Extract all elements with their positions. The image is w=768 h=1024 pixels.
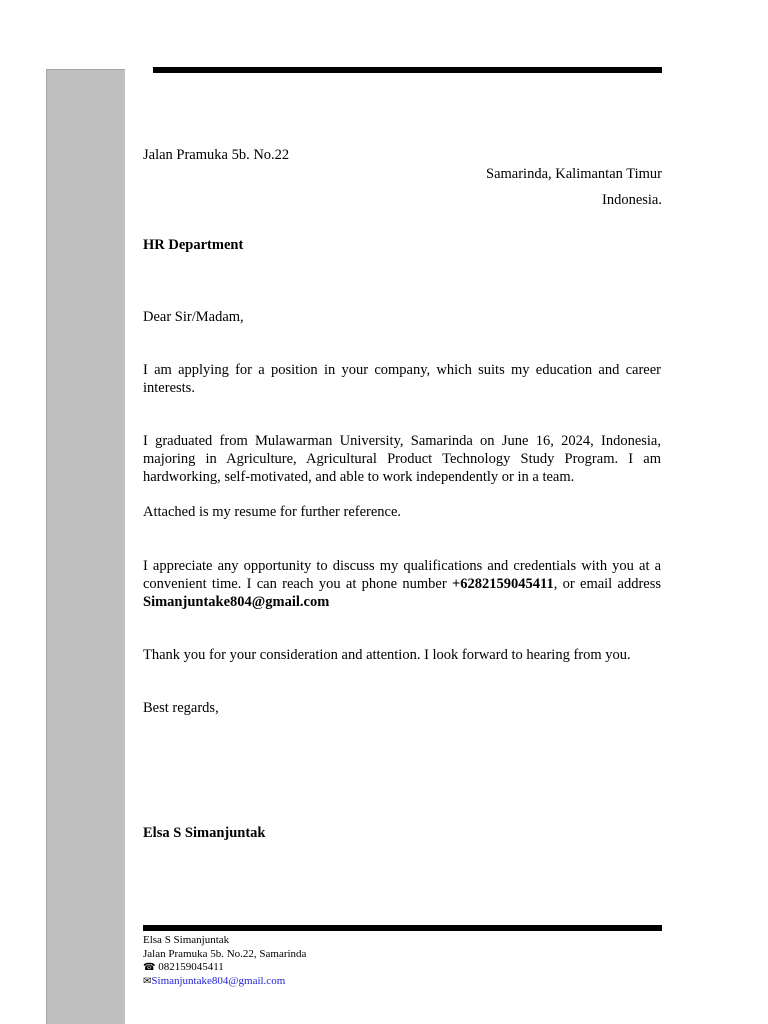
contact-email: Simanjuntake804@gmail.com [143, 594, 330, 610]
paragraph-education: I graduated from Mulawarman University, Samarinda on June 16, 2024, Indonesia, majoring in Agriculture, Agricultural Product Technology Study Program. I am hardworking, self-motivated, and able to work independently or in a team. [143, 433, 661, 485]
sidebar-panel [46, 69, 125, 1024]
footer-address: Jalan Pramuka 5b. No.22, Samarinda [143, 947, 307, 960]
footer-divider [143, 925, 662, 931]
paragraph-thanks: Thank you for your consideration and attention. I look forward to hearing from you. [143, 647, 631, 663]
paragraph-contact [143, 557, 661, 611]
recipient-heading: HR Department [143, 237, 244, 253]
contact-text-a: I appreciate any opportunity to discuss my qualifications and credentials with you at a convenient time. I can reach you at phone number [143, 558, 661, 592]
footer-phone-row [143, 961, 306, 975]
contact-text-b: , or email address [553, 576, 661, 592]
paragraph-attachment: Attached is my resume for further reference. [143, 504, 402, 520]
footer-phone: 082159045411 [158, 961, 224, 973]
footer-email-link[interactable]: Simanjuntake804@gmail.com [151, 974, 286, 987]
sender-address-line2: Samarinda, Kalimantan Timur [486, 166, 662, 182]
contact-phone: +6282159045411 [451, 576, 554, 592]
footer-contact [143, 934, 306, 988]
header-divider [153, 67, 662, 73]
sender-address-line1: Jalan Pramuka 5b. No.22 [143, 147, 290, 163]
sender-address-line3: Indonesia. [602, 192, 662, 208]
signature-name: Elsa S Simanjuntak [143, 825, 266, 841]
closing: Best regards, [143, 700, 219, 716]
footer-email-row [143, 975, 306, 989]
salutation: Dear Sir/Madam, [143, 309, 244, 325]
footer-name: Elsa S Simanjuntak [143, 934, 230, 946]
paragraph-intro: I am applying for a position in your company, which suits my education and career interests. [143, 362, 661, 396]
phone-icon: ☎ [143, 962, 156, 973]
envelope-icon: ✉ [143, 975, 152, 987]
